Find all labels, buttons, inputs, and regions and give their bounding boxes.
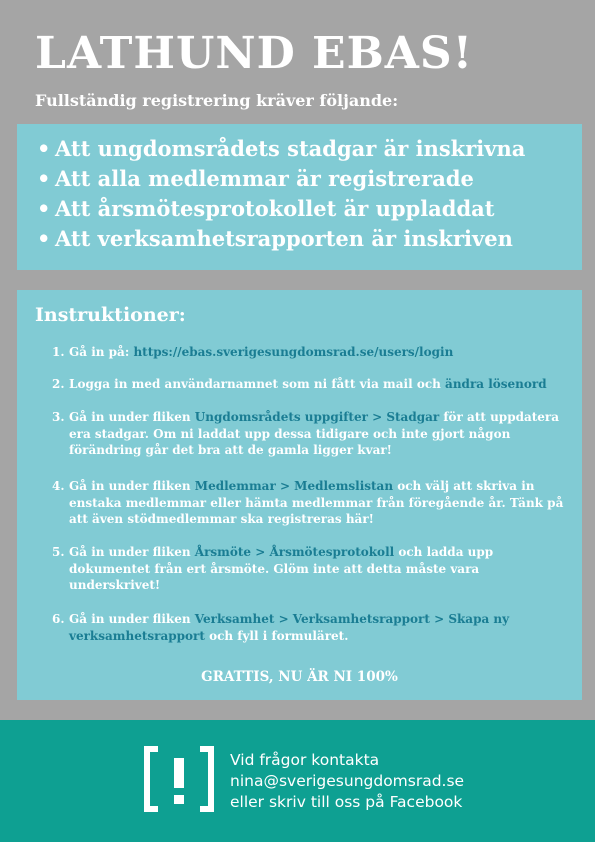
step-highlight: ändra lösenord bbox=[445, 377, 547, 391]
bullet-icon: • bbox=[37, 226, 51, 251]
exclamation-bracket-logo-icon bbox=[144, 746, 214, 812]
requirement-text: Att ungdomsrådets stadgar är inskrivna bbox=[55, 136, 526, 161]
step-text bbox=[52, 611, 572, 644]
instruction-step-6 bbox=[52, 611, 572, 644]
step-text-part: Gå in under fliken bbox=[69, 410, 195, 424]
step-text bbox=[52, 544, 572, 594]
requirement-item bbox=[37, 134, 525, 164]
step-highlight: Årsmöte > Årsmötesprotokoll bbox=[194, 545, 395, 559]
bullet-icon: • bbox=[37, 136, 51, 161]
step-text-part: för att uppdatera era stadgar. Om ni laddat upp dessa tidigare och inte gjort någon förändring går det bra att de gamla ligger kvar! bbox=[69, 410, 560, 457]
instruction-step-2 bbox=[52, 376, 572, 393]
contact-email[interactable]: nina@sverigesungdomsrad.se bbox=[230, 772, 465, 790]
step-text-part: och välj att skriva in enstaka medlemmar eller hämta medlemmar från föregående år. Tänk på att även stödmedlemmar ska registreras här! bbox=[69, 479, 564, 526]
step-highlight: Ungdomsrådets uppgifter > Stadgar bbox=[194, 410, 440, 424]
step-text bbox=[52, 409, 572, 459]
requirements-box bbox=[17, 124, 582, 270]
step-text-part: Gå in på: bbox=[69, 345, 134, 359]
step-text-part: Gå in under fliken bbox=[69, 479, 195, 493]
contact-info bbox=[230, 750, 464, 813]
requirement-text: Att årsmötesprotokollet är uppladdat bbox=[55, 196, 495, 221]
step-text bbox=[52, 376, 572, 393]
step-number: 6. bbox=[52, 612, 65, 626]
footer bbox=[0, 720, 595, 842]
step-number: 1. bbox=[52, 345, 65, 359]
step-text-part: och ladda upp dokumentet från ert årsmöte. Glöm inte att detta måste vara underskrivet! bbox=[69, 545, 494, 592]
page-title: LATHUND EBAS! bbox=[35, 28, 474, 79]
page-subtitle: Fullständig registrering kräver följande: bbox=[35, 91, 399, 110]
instruction-step-1 bbox=[52, 344, 572, 361]
step-number: 5. bbox=[52, 545, 65, 559]
congrats-text: GRATTIS, NU ÄR NI 100% bbox=[201, 669, 398, 685]
instruction-step-4 bbox=[52, 478, 572, 528]
contact-line: Vid frågor kontakta bbox=[230, 751, 380, 769]
step-number: 2. bbox=[52, 377, 65, 391]
step-text-part: Logga in med användarnamnet som ni fått via mail och bbox=[69, 377, 446, 391]
step-text-part: och fyll i formuläret. bbox=[204, 628, 349, 643]
contact-line: eller skriv till oss på Facebook bbox=[230, 793, 463, 811]
instructions-title: Instruktioner: bbox=[35, 304, 186, 326]
step-text-part: Gå in under fliken bbox=[69, 612, 195, 626]
bullet-icon: • bbox=[37, 196, 51, 221]
requirement-text: Att alla medlemmar är registrerade bbox=[55, 166, 474, 191]
step-number: 4. bbox=[52, 479, 65, 493]
requirements-list bbox=[37, 134, 525, 254]
step-highlight: Verksamhet > Verksamhetsrapport > Skapa ny verksamhetsrapport bbox=[69, 612, 510, 643]
requirement-text: Att verksamhetsrapporten är inskriven bbox=[55, 226, 513, 251]
step-highlight: Medlemmar > Medlemslistan bbox=[194, 479, 394, 493]
instruction-step-3 bbox=[52, 409, 572, 459]
step-text-part: Gå in under fliken bbox=[69, 545, 195, 559]
bullet-icon: • bbox=[37, 166, 51, 191]
requirement-item bbox=[37, 164, 525, 194]
instruction-step-5 bbox=[52, 544, 572, 594]
requirement-item bbox=[37, 224, 525, 254]
login-link[interactable]: https://ebas.sverigesungdomsrad.se/users/login bbox=[133, 345, 454, 359]
instructions-box bbox=[17, 290, 582, 700]
step-text bbox=[52, 478, 572, 528]
step-text bbox=[52, 344, 572, 361]
requirement-item bbox=[37, 194, 525, 224]
step-number: 3. bbox=[52, 410, 65, 424]
